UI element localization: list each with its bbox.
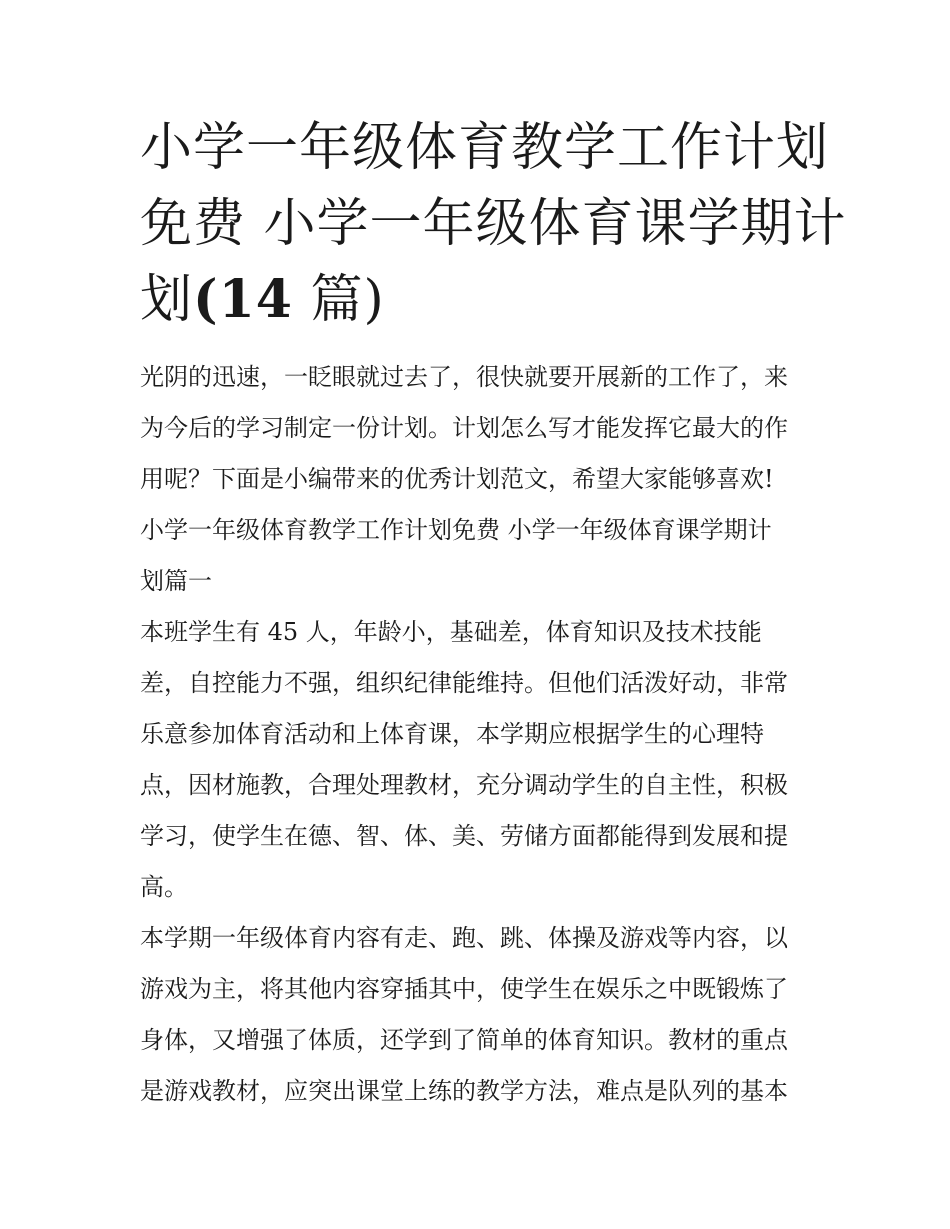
- body-line: 高。: [140, 873, 188, 901]
- body-line: 乐意参加体育活动和上体育课，本学期应根据学生的心理特: [140, 720, 764, 748]
- body-line: 光阴的迅速，一眨眼就过去了，很快就要开展新的工作了，来: [140, 363, 788, 391]
- title-line-3: [140, 262, 820, 338]
- body-line: 学习，使学生在德、智、体、美、劳储方面都能得到发展和提: [140, 822, 788, 850]
- body-line: 为今后的学习制定一份计划。计划怎么写才能发挥它最大的作: [140, 414, 788, 442]
- body-line: 本班学生有 45 人，年龄小，基础差，体育知识及技术技能: [140, 618, 762, 646]
- body-line: 是游戏教材，应突出课堂上练的教学方法，难点是队列的基本: [140, 1077, 788, 1105]
- body-line: 点，因材施教，合理处理教材，充分调动学生的自主性，积极: [140, 771, 788, 799]
- title-line-3-part-a: 划: [140, 270, 194, 330]
- body-line: 游戏为主，将其他内容穿插其中，使学生在娱乐之中既锻炼了: [140, 975, 788, 1003]
- section-heading-line: 划篇一: [140, 567, 212, 595]
- title-line-2: 免费 小学一年级体育课学期计: [140, 194, 847, 254]
- body-line: 身体，又增强了体质，还学到了简单的体育知识。教材的重点: [140, 1026, 788, 1054]
- title-line-3-number: (14: [193, 269, 293, 330]
- document-title: [140, 110, 847, 338]
- body-line: 差，自控能力不强，组织纪律能维持。但他们活泼好动，非常: [140, 669, 788, 697]
- body-line: 用呢？下面是小编带来的优秀计划范文，希望大家能够喜欢!: [140, 465, 774, 493]
- title-line-1: 小学一年级体育教学工作计划: [140, 118, 830, 178]
- document-body: [140, 352, 820, 1117]
- section-heading-line: 小学一年级体育教学工作计划免费 小学一年级体育课学期计: [140, 516, 772, 544]
- title-line-3-part-c: 篇): [292, 270, 385, 330]
- body-line: 本学期一年级体育内容有走、跑、跳、体操及游戏等内容，以: [140, 924, 788, 952]
